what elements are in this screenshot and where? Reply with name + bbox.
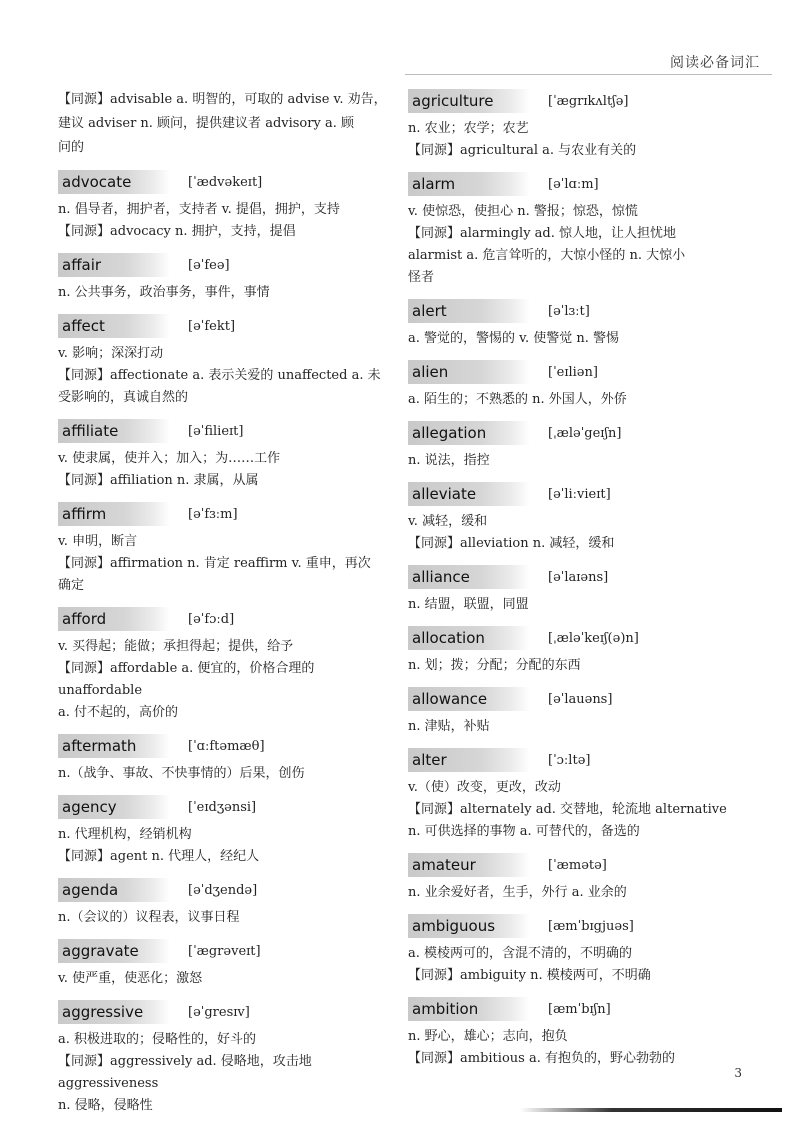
right-column bbox=[408, 88, 754, 1079]
phonetic: [ˌæləˈkeɪʃ(ə)n] bbox=[548, 630, 639, 646]
definition-line: 【同源】alarmingly ad. 惊人地，让人担忧地 bbox=[408, 226, 677, 241]
definition-line: 问的 bbox=[58, 140, 85, 155]
entry-headline bbox=[58, 733, 392, 759]
entry-headline bbox=[408, 171, 754, 197]
headword: afford bbox=[62, 610, 107, 628]
vocab-entry bbox=[408, 747, 754, 843]
phonetic: [əˈgresɪv] bbox=[188, 1004, 250, 1020]
phonetic: [æmˈbɪʃn] bbox=[548, 1001, 611, 1017]
vocab-entry bbox=[408, 88, 754, 162]
entry-headline bbox=[58, 606, 392, 632]
headword: allocation bbox=[412, 629, 485, 647]
headword: amateur bbox=[412, 856, 476, 874]
headword-bar bbox=[408, 748, 530, 772]
vocab-entry bbox=[58, 169, 392, 243]
phonetic: [əˈliːvieɪt] bbox=[548, 486, 611, 502]
definition-line: a. 警觉的，警惕的 v. 使警觉 n. 警惕 bbox=[408, 331, 619, 346]
headword-bar bbox=[58, 939, 170, 963]
definition-line: n.（战争、事故、不快事情的）后果，创伤 bbox=[58, 766, 305, 781]
vocab-entry bbox=[58, 877, 392, 929]
headword: alliance bbox=[412, 568, 470, 586]
definition-line: n. 野心，雄心；志向，抱负 bbox=[408, 1029, 568, 1044]
phonetic: [ˈɔːltə] bbox=[548, 752, 591, 768]
header-rule bbox=[405, 74, 772, 75]
entry-headline bbox=[408, 625, 754, 651]
vocab-entry bbox=[58, 501, 392, 597]
phonetic: [əˈfeə] bbox=[188, 257, 230, 273]
entry-headline bbox=[408, 913, 754, 939]
headword: agriculture bbox=[412, 92, 494, 110]
phonetic: [ˈægrəveɪt] bbox=[188, 943, 261, 959]
footer-rule bbox=[520, 1108, 782, 1112]
definition-line: a. 模棱两可的，含混不清的，不明确的 bbox=[408, 946, 633, 961]
definition-line: v. 使严重，使恶化；激怒 bbox=[58, 971, 203, 986]
vocab-entry bbox=[58, 733, 392, 785]
headword: alert bbox=[412, 302, 447, 320]
definition-line: 【同源】advocacy n. 拥护，支持，提倡 bbox=[58, 224, 296, 239]
entry-headline bbox=[58, 938, 392, 964]
headword-bar bbox=[58, 878, 170, 902]
phonetic: [ˈæmətə] bbox=[548, 857, 607, 873]
vocab-entry bbox=[408, 913, 754, 987]
entry-headline bbox=[408, 298, 754, 324]
headword-bar bbox=[408, 687, 530, 711]
left-column bbox=[58, 88, 392, 1126]
phonetic: [əˈfilieɪt] bbox=[188, 423, 244, 439]
headword-bar bbox=[408, 914, 530, 938]
page-number: 3 bbox=[734, 1066, 742, 1080]
definition-line: 【同源】alleviation n. 减轻，缓和 bbox=[408, 536, 615, 551]
headword: aftermath bbox=[62, 737, 137, 755]
definition-line: 【同源】agricultural a. 与农业有关的 bbox=[408, 143, 637, 158]
vocab-entry bbox=[58, 313, 392, 409]
headword-bar bbox=[58, 314, 170, 338]
headword: agenda bbox=[62, 881, 119, 899]
headword: agency bbox=[62, 798, 117, 816]
definition-line: 【同源】affirmation n. 肯定 reaffirm v. 重申，再次 bbox=[58, 556, 371, 571]
entry-headline bbox=[408, 564, 754, 590]
headword: alarm bbox=[412, 175, 456, 193]
headword: affair bbox=[62, 256, 102, 274]
definition-line: n. 划；拨；分配；分配的东西 bbox=[408, 658, 581, 673]
definition-line: 受影响的，真诚自然的 bbox=[58, 390, 189, 405]
vocab-entry bbox=[58, 999, 392, 1117]
entry-headline bbox=[408, 88, 754, 114]
phonetic: [ˈægrɪkʌltʃə] bbox=[548, 93, 629, 109]
definition-line: n. 倡导者，拥护者，支持者 v. 提倡，拥护，支持 bbox=[58, 202, 340, 217]
headword: affirm bbox=[62, 505, 107, 523]
vocab-entry bbox=[408, 171, 754, 289]
continuation-entry bbox=[58, 88, 392, 160]
vocab-entry bbox=[58, 252, 392, 304]
left-entry-list bbox=[58, 169, 392, 1117]
definition-line: n. 津贴，补贴 bbox=[408, 719, 490, 734]
definition-line: n. 结盟，联盟，同盟 bbox=[408, 597, 529, 612]
headword: ambiguous bbox=[412, 917, 496, 935]
headword-bar bbox=[58, 502, 170, 526]
definition-line: 确定 bbox=[58, 578, 85, 593]
definition-line: a. 陌生的；不熟悉的 n. 外国人，外侨 bbox=[408, 392, 627, 407]
phonetic: [əˈfekt] bbox=[188, 318, 236, 334]
definition-line: n. 公共事务，政治事务，事件，事情 bbox=[58, 285, 270, 300]
entry-headline bbox=[58, 999, 392, 1025]
definition-line: a. 积极进取的；侵略性的，好斗的 bbox=[58, 1032, 257, 1047]
headword-bar bbox=[408, 853, 530, 877]
phonetic: [ˈeɪdʒənsi] bbox=[188, 799, 257, 815]
definition-line: n. 业余爱好者，生手，外行 a. 业余的 bbox=[408, 885, 627, 900]
headword-bar bbox=[408, 299, 530, 323]
definition-line: n. 侵略，侵略性 bbox=[58, 1098, 153, 1113]
phonetic: [əˈlaɪəns] bbox=[548, 569, 609, 585]
headword: ambition bbox=[412, 1000, 479, 1018]
definition-line: v. 使隶属，使并入；加入；为……工作 bbox=[58, 451, 281, 466]
phonetic: [ˈɑːftəmæθ] bbox=[188, 738, 265, 754]
vocab-entry bbox=[58, 938, 392, 990]
vocab-entry bbox=[58, 418, 392, 492]
headword-bar bbox=[408, 565, 530, 589]
headword: aggravate bbox=[62, 942, 139, 960]
headword: aggressive bbox=[62, 1003, 144, 1021]
definition-line: v. 申明，断言 bbox=[58, 534, 138, 549]
entry-headline bbox=[58, 169, 392, 195]
phonetic: [ˈeɪliən] bbox=[548, 364, 598, 380]
entry-headline bbox=[408, 359, 754, 385]
headword: alien bbox=[412, 363, 449, 381]
vocab-entry bbox=[408, 481, 754, 555]
entry-headline bbox=[58, 252, 392, 278]
headword: allowance bbox=[412, 690, 488, 708]
headword-bar bbox=[58, 253, 170, 277]
phonetic: [əˈlɜːt] bbox=[548, 303, 590, 319]
entry-headline bbox=[408, 481, 754, 507]
headword-bar bbox=[408, 360, 530, 384]
headword-bar bbox=[58, 734, 170, 758]
definition-line: 【同源】agent n. 代理人，经纪人 bbox=[58, 849, 260, 864]
headword-bar bbox=[408, 482, 530, 506]
headword-bar bbox=[408, 997, 530, 1021]
vocab-entry bbox=[408, 359, 754, 411]
definition-line: 【同源】advisable a. 明智的，可取的 advise v. 劝告， bbox=[58, 92, 387, 107]
definition-line: 建议 adviser n. 顾问，提供建议者 advisory a. 顾 bbox=[58, 116, 354, 131]
headword-bar bbox=[408, 172, 530, 196]
entry-headline bbox=[408, 747, 754, 773]
phonetic: [əˈfɔːd] bbox=[188, 611, 235, 627]
phonetic: [əˈlauəns] bbox=[548, 691, 613, 707]
vocab-entry bbox=[408, 625, 754, 677]
definition-line: n.（会议的）议程表，议事日程 bbox=[58, 910, 240, 925]
running-header: 阅读必备词汇 bbox=[670, 55, 760, 71]
entry-headline bbox=[408, 420, 754, 446]
entry-headline bbox=[58, 794, 392, 820]
phonetic: [əˈdʒendə] bbox=[188, 882, 258, 898]
headword-bar bbox=[408, 626, 530, 650]
headword: advocate bbox=[62, 173, 132, 191]
definition-line: v. 使惊恐，使担心 n. 警报；惊恐，惊慌 bbox=[408, 204, 638, 219]
definition-line: 【同源】affectionate a. 表示关爱的 unaffected a. 未 bbox=[58, 368, 381, 383]
vocab-entry bbox=[58, 606, 392, 724]
headword-bar bbox=[58, 607, 170, 631]
entry-headline bbox=[58, 501, 392, 527]
vocab-entry bbox=[408, 298, 754, 350]
definition-line: a. 付不起的，高价的 bbox=[58, 705, 179, 720]
headword: allegation bbox=[412, 424, 487, 442]
entry-headline bbox=[58, 877, 392, 903]
definition-line: v.（使）改变，更改，改动 bbox=[408, 780, 561, 795]
headword-bar bbox=[408, 421, 530, 445]
phonetic: [ˈædvəkeɪt] bbox=[188, 174, 263, 190]
entry-headline bbox=[408, 996, 754, 1022]
vocab-entry bbox=[408, 852, 754, 904]
vocab-entry bbox=[408, 420, 754, 472]
definition-line: v. 影响；深深打动 bbox=[58, 346, 164, 361]
definition-line: 【同源】aggressively ad. 侵略地，攻击地 aggressiveness bbox=[58, 1054, 312, 1091]
headword: affect bbox=[62, 317, 105, 335]
phonetic: [æmˈbɪgjuəs] bbox=[548, 918, 634, 934]
definition-line: 怪者 bbox=[408, 270, 435, 285]
definition-line: alarmist a. 危言耸听的，大惊小怪的 n. 大惊小 bbox=[408, 248, 686, 263]
vocab-entry bbox=[408, 564, 754, 616]
headword-bar bbox=[58, 419, 170, 443]
headword: affiliate bbox=[62, 422, 119, 440]
definition-line: 【同源】affiliation n. 隶属，从属 bbox=[58, 473, 259, 488]
headword: alter bbox=[412, 751, 447, 769]
definition-line: n. 代理机构，经销机构 bbox=[58, 827, 192, 842]
headword-bar bbox=[58, 795, 170, 819]
phonetic: [əˈlɑːm] bbox=[548, 176, 599, 192]
entry-headline bbox=[58, 313, 392, 339]
headword-bar bbox=[58, 1000, 170, 1024]
definition-line: v. 买得起；能做；承担得起；提供，给予 bbox=[58, 639, 294, 654]
definition-line: n. 说法，指控 bbox=[408, 453, 490, 468]
definition-line: 【同源】alternately ad. 交替地，轮流地 alternative bbox=[408, 802, 727, 817]
definition-line: 【同源】ambiguity n. 模棱两可，不明确 bbox=[408, 968, 651, 983]
vocab-entry bbox=[58, 794, 392, 868]
phonetic: [əˈfɜːm] bbox=[188, 506, 238, 522]
entry-headline bbox=[408, 852, 754, 878]
entry-headline bbox=[408, 686, 754, 712]
vocab-entry bbox=[408, 996, 754, 1070]
definition-line: 【同源】ambitious a. 有抱负的，野心勃勃的 bbox=[408, 1051, 675, 1066]
vocab-entry bbox=[408, 686, 754, 738]
entry-headline bbox=[58, 418, 392, 444]
headword-bar bbox=[408, 89, 530, 113]
definition-line: v. 减轻，缓和 bbox=[408, 514, 488, 529]
definition-line: n. 农业；农学；农艺 bbox=[408, 121, 529, 136]
definition-line: 【同源】affordable a. 便宜的，价格合理的 unaffordable bbox=[58, 661, 315, 698]
phonetic: [ˌæləˈgeɪʃn] bbox=[548, 425, 622, 441]
definition-line: n. 可供选择的事物 a. 可替代的，备选的 bbox=[408, 824, 640, 839]
headword-bar bbox=[58, 170, 170, 194]
headword: alleviate bbox=[412, 485, 477, 503]
right-entry-list bbox=[408, 88, 754, 1070]
